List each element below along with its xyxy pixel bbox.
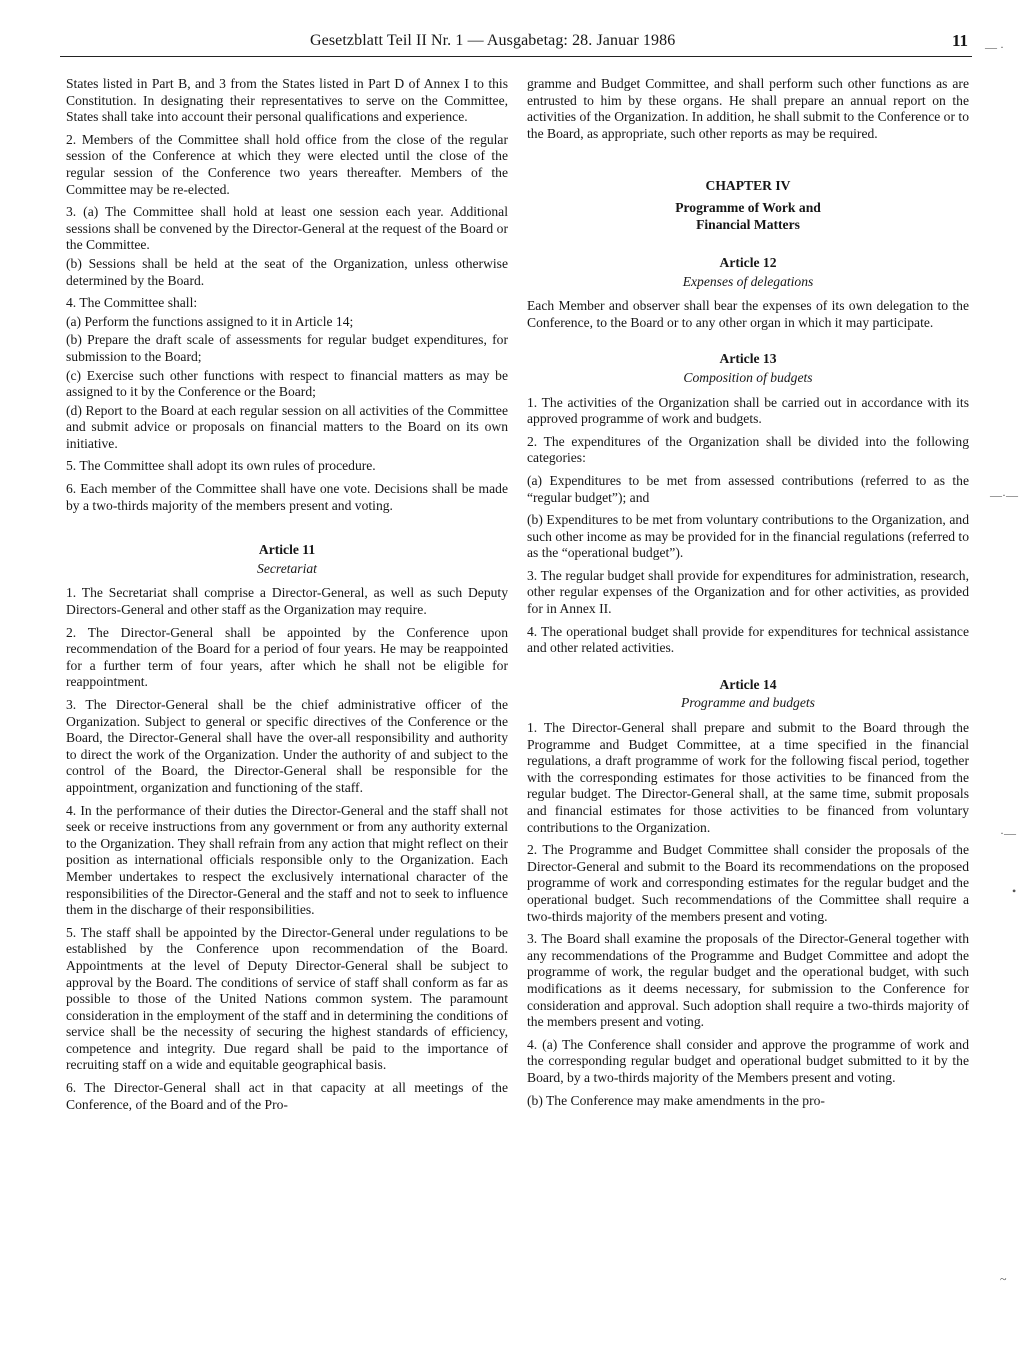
paragraph-4d: (d) Report to the Board at each regular session on all activities of the Committee and submit advice or proposals on financial matters to the Board on its own initiative. <box>66 402 508 451</box>
article-12-text: Each Member and observer shall bear the expenses of its own delegation to the Conference, to the Board or to any other organ in which it may participate. <box>527 298 969 330</box>
article-11-paragraph-6: 6. The Director-General shall act in that capacity at all meetings of the Conference, of the Board and of the Pro- <box>66 1080 508 1112</box>
margin-scan-mark: • <box>1012 884 1017 898</box>
article-14-subtitle: Programme and budgets <box>681 695 815 711</box>
paragraph-2: 2. Members of the Committee shall hold office from the close of the regular session of the Conference at which they were elected until the close of the regular session of the Conference two years thereafter. Members of the Committee may be re-elected. <box>66 131 508 197</box>
paragraph-3b: (b) Sessions shall be held at the seat of the Organization, unless otherwise determined by the Board. <box>66 255 508 288</box>
article-11-paragraph-4: 4. In the performance of their duties the Director-General and the staff shall not seek or receive instructions from any government or from any authority external to the Organization. They shall refrain from any action that might reflect on their position as international officials responsible only to the Organization. Each Member undertakes to respect the exclusively international character of the responsibilities of the Director-General and the staff and not to seek to influence them in the discharge of their responsibilities. <box>66 802 508 918</box>
margin-scan-mark: ·— <box>1000 826 1016 840</box>
article-14-paragraph-3: 3. The Board shall examine the proposals of the Director-General together with any recommendations of the Programme and Budget Committee and adopt the programme of work, the regular budget and the operational budget, with such modifications as it deems necessary, for submission to the Conference for consideration and approval. Such adoption shall require a two-thirds majority of the members present and voting. <box>527 931 969 1030</box>
article-13-subtitle: Composition of budgets <box>683 369 813 385</box>
page-header <box>60 30 972 57</box>
article-13-title: Article 13 <box>719 351 777 367</box>
article-13-paragraph-2: 2. The expenditures of the Organization shall be divided into the following categories: <box>527 433 969 466</box>
article-14-paragraph-4b: (b) The Conference may make amendments in the pro- <box>527 1092 825 1108</box>
article-11-subtitle: Secretariat <box>257 560 317 576</box>
paragraph-continuation: gramme and Budget Committee, and shall perform such other functions as are entrusted to him by these organs. He shall prepare an annual report on the activities of the Organization. In addition, he shall submit to the Conference or to the Board, as appropriate, such other reports as may be required. <box>527 76 969 141</box>
article-13-paragraph-3: 3. The regular budget shall provide for expenditures for administration, research, other regular expenses of the Organization and for other activities, as provided for in Annex II. <box>527 567 969 617</box>
article-13-paragraph-1: 1. The activities of the Organization shall be carried out in accordance with its approved programme of work and budgets. <box>527 394 969 427</box>
right-column <box>527 76 969 1115</box>
article-13-paragraph-4: 4. The operational budget shall provide for expenditures for technical assistance and other related activities. <box>527 623 969 656</box>
article-11-title: Article 11 <box>258 542 316 558</box>
margin-scan-mark: ~ <box>1000 1272 1007 1286</box>
paragraph-3a: 3. (a) The Committee shall hold at least one session each year. Additional sessions shall be convened by the Director-General at the request of the Board or the Committee. <box>66 204 508 253</box>
paragraph-continuation: States listed in Part B, and 3 from the States listed in Part D of Annex I to this Constitution. In designating their representatives to serve on the Committee, States shall take into account their personal qualifications and experience. <box>66 76 508 125</box>
paragraph-4c: (c) Exercise such other functions with respect to financial matters as may be assigned to it by the Conference or the Board; <box>66 367 508 400</box>
article-13-paragraph-2a: (a) Expenditures to be met from assessed contributions (referred to as the “regular budget”); and <box>527 472 969 505</box>
chapter-subtitle-line-2: Financial Matters <box>696 216 800 232</box>
paragraph-4a: (a) Perform the functions assigned to it in Article 14; <box>66 313 354 329</box>
margin-scan-mark: —·— <box>990 488 1018 502</box>
running-header-title: Gesetzblatt Teil II Nr. 1 — Ausgabetag: 28. Januar 1986 <box>310 32 676 49</box>
paragraph-4b: (b) Prepare the draft scale of assessments for regular budget expenditures, for submission to the Board; <box>66 332 508 364</box>
margin-scan-mark: — · <box>985 40 1004 54</box>
left-column <box>66 76 508 1119</box>
article-14-paragraph-2: 2. The Programme and Budget Committee shall consider the proposals of the Director-General and submit to the Board its recommendations on the proposed programme of work and corresponding estimates for the regular budget and the operational budget. Such recommendations of the Committee shall require a two-thirds majority of the members present and voting. <box>527 842 969 924</box>
article-14-paragraph-4a: 4. (a) The Conference shall consider and approve the programme of work and the corresponding regular budget and operational budget submitted to it by the Board, by a two-thirds majority of the Members present and voting. <box>527 1036 969 1085</box>
paragraph-5: 5. The Committee shall adopt its own rules of procedure. <box>66 458 376 474</box>
article-14-paragraph-1: 1. The Director-General shall prepare and submit to the Board through the Programme and Budget Committee, at a time specified in the financial regulations, a draft programme of work for the following fiscal period, together with the corresponding estimates for those activities to be financed from the regular budget. The Director-General shall, at the same time, submit proposals and financial estimates for those activities to be financed from voluntary contributions to the Organization. <box>527 720 969 835</box>
article-14-title: Article 14 <box>719 676 777 692</box>
article-11-paragraph-1: 1. The Secretariat shall comprise a Director-General, as well as such Deputy Directors-General and other staff as the Organization may require. <box>66 585 508 618</box>
article-11-paragraph-5: 5. The staff shall be appointed by the Director-General under regulations to be established by the Conference upon recommendation of the Board. Appointments at the level of Deputy Director-General shall be subject to approval by the Board. The conditions of service of staff shall conform as far as possible to those of the United Nations common system. The paramount consideration in the employment of the staff and in determining the conditions of service shall be the necessity of securing the highest standards of efficiency, competence and integrity. Due regard shall be paid to the importance of recruiting staff on a wide and equitable geographical basis. <box>66 924 508 1073</box>
chapter-subtitle-line-1: Programme of Work and <box>675 199 821 215</box>
article-12-subtitle: Expenses of delegations <box>682 273 814 289</box>
article-11-paragraph-2: 2. The Director-General shall be appointed by the Conference upon recommendation of the Board for a period of four years. He may be reappointed for a further term of four years, after which he shall not be eligible for reappointment. <box>66 624 508 690</box>
paragraph-4: 4. The Committee shall: <box>66 295 198 311</box>
article-11-paragraph-3: 3. The Director-General shall be the chief administrative officer of the Organization. Subject to general or specific directives of the Conference or the Board, the Director-General shall have the over-all responsibility and authority to direct the work of the Organization. Under the authority of and subject to the control of the Board, the Director-General shall be responsible for the appointment, organization and functioning of the staff. <box>66 697 508 795</box>
article-13-paragraph-2b: (b) Expenditures to be met from voluntary contributions to the Organization, and such other income as may be provided for in the financial regulations (referred to as the “operational budget”). <box>527 512 970 561</box>
chapter-title: CHAPTER IV <box>705 178 791 194</box>
article-12-title: Article 12 <box>719 254 777 270</box>
page-number: 11 <box>951 31 968 50</box>
paragraph-6: 6. Each member of the Committee shall have one vote. Decisions shall be made by a two-thirds majority of the members present and voting. <box>66 481 508 513</box>
